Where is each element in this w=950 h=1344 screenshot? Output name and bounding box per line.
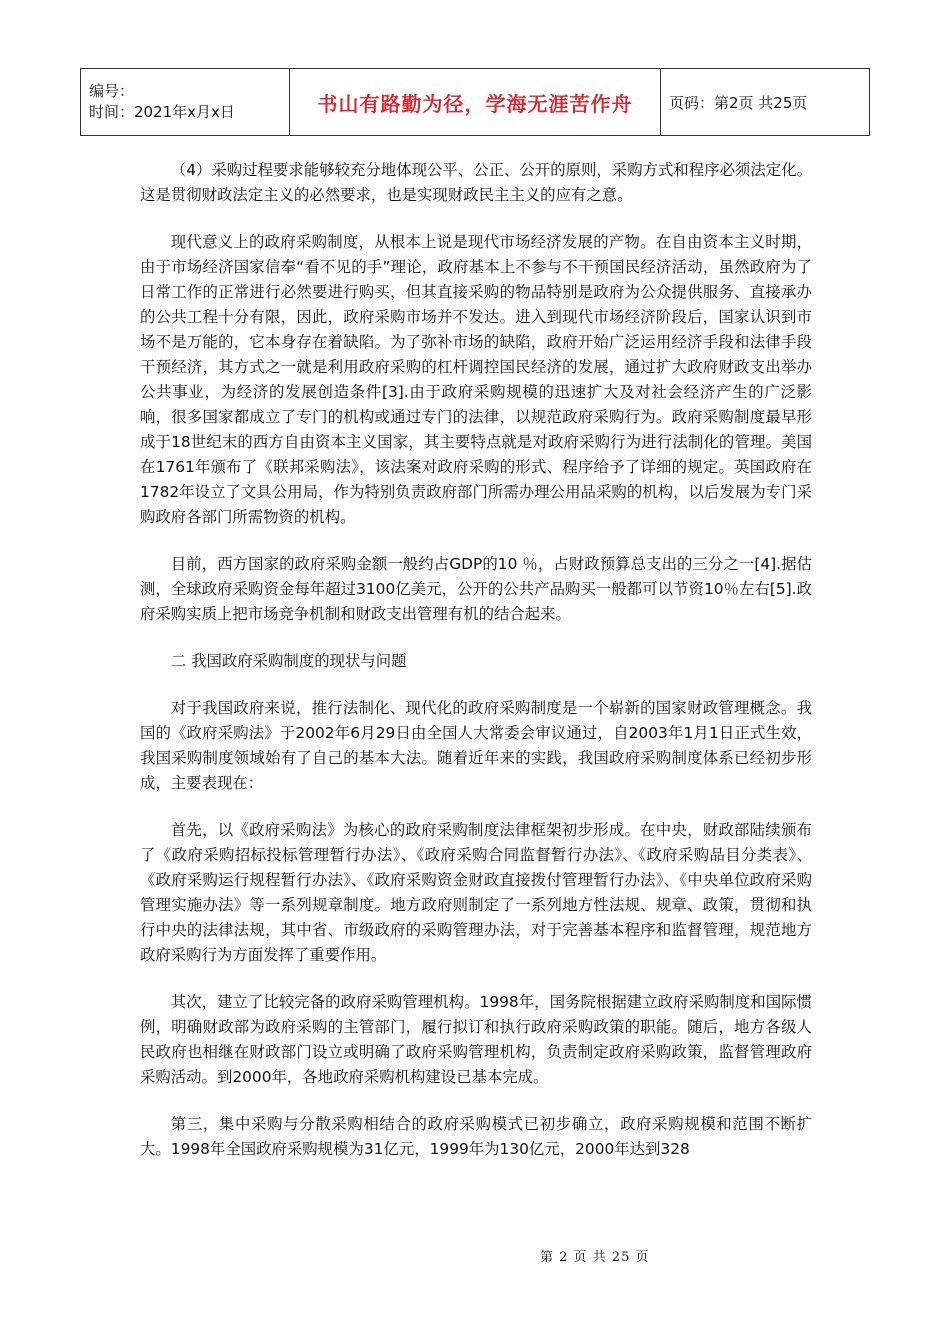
header-meta (81, 69, 290, 136)
header-motto-cell (290, 69, 661, 136)
page-info: 页码：第2页 共25页 (661, 69, 870, 136)
paragraph: 目前，西方国家的政府采购金额一般约占GDP的10 ％，占财政预算总支出的三分之一[4].据估测，全球政府采购资金每年超过3100亿美元，公开的公共产品购买一般都可以节资10％左右[5].政府采购实质上把市场竞争机制和财政支出管理有机的结合起来。 (140, 555, 812, 623)
date-label: 时间：2021年x月x日 (89, 103, 235, 121)
paragraph: 现代意义上的政府采购制度，从根本上说是现代市场经济发展的产物。在自由资本主义时期，由于市场经济国家信奉“看不见的手”理论，政府基本上不参与不干预国民经济活动，虽然政府为了日常工作的正常进行必然要进行购买，但其直接采购的物品特别是政府为公众提供服务、直接承办的公共工程十分有限，因此，政府采购市场并不发达。进入到现代市场经济阶段后，国家认识到市场不是万能的，它本身存在着缺陷。为了弥补市场的缺陷，政府开始广泛运用经济手段和法律手段干预经济，其方式之一就是利用政府采购的杠杆调控国民经济的发展，通过扩大政府财政支出举办公共事业，为经济的发展创造条件[3].由于政府采购规模的迅速扩大及对社会经济产生的广泛影响，很多国家都成立了专门的机构或通过专门的法律，以规范政府采购行为。政府采购制度最早形成于18世纪末的西方自由资本主义国家，其主要特点就是对政府采购行为进行法制化的管理。美国在1761年颁布了《联邦采购法》，该法案对政府采购的形式、程序给予了详细的规定。英国政府在1782年设立了文具公用局，作为特别负责政府部门所需办理公用品采购的机构，以后发展为专门采购政府各部门所需物资的机构。 (140, 233, 812, 526)
serial-label: 编号： (89, 82, 135, 100)
page-footer: 第 2 页 共 25 页 (540, 1250, 650, 1265)
paragraph: 首先，以《政府采购法》为核心的政府采购制度法律框架初步形成。在中央，财政部陆续颁布了《政府采购招标投标管理暂行办法》、《政府采购合同监督暂行办法》、《政府采购品目分类表》、《政府采购运行规程暂行办法》、《政府采购资金财政直接拨付管理暂行办法》、《中央单位政府采购管理实施办法》等一系列规章制度。地方政府则制定了一系列地方性法规、规章、政策，贯彻和执行中央的法律法规，其中省、市级政府的采购管理办法，对于完善基本程序和监督管理，规范地方政府采购行为方面发挥了重要作用。 (140, 821, 812, 964)
page-header (80, 68, 870, 136)
paragraph: 其次，建立了比较完备的政府采购管理机构。1998年，国务院根据建立政府采购制度和国际惯例，明确财政部为政府采购的主管部门，履行拟订和执行政府采购政策的职能。随后，地方各级人民政府也相继在财政部门设立或明确了政府采购管理机构，负责制定政府采购政策，监督管理政府采购活动。到2000年，各地政府采购机构建设已基本完成。 (140, 993, 812, 1086)
paragraph: 对于我国政府来说，推行法制化、现代化的政府采购制度是一个崭新的国家财政管理概念。我国的《政府采购法》于2002年6月29日由全国人大常委会审议通过，自2003年1月1日正式生效，我国采购制度领域始有了自己的基本大法。随着近年来的实践，我国政府采购制度体系已经初步形成，主要表现在： (140, 699, 812, 792)
motto: 书山有路勤为径，学海无涯苦作舟 (317, 91, 633, 116)
document-body (140, 158, 812, 1184)
paragraph: 第三，集中采购与分散采购相结合的政府采购模式已初步确立，政府采购规模和范围不断扩大。1998年全国政府采购规模为31亿元，1999年为130亿元，2000年达到328 (140, 1115, 812, 1158)
section-heading: 二 我国政府采购制度的现状与问题 (170, 652, 407, 670)
paragraph: （4）采购过程要求能够较充分地体现公平、公正、公开的原则，采购方式和程序必须法定化。这是贯彻财政法定主义的必然要求，也是实现财政民主主义的应有之意。 (140, 161, 812, 204)
